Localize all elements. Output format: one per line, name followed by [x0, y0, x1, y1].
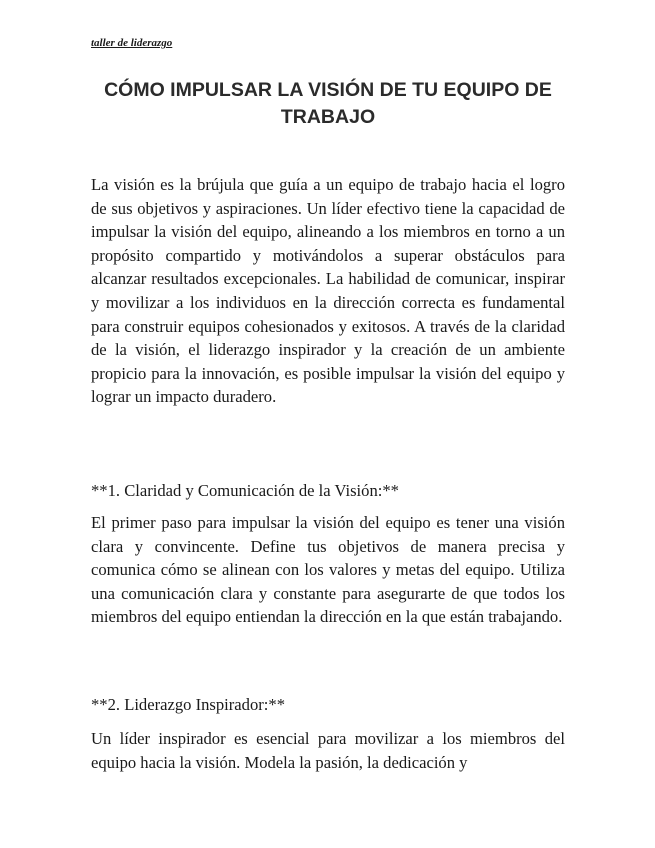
page-title: CÓMO IMPULSAR LA VISIÓN DE TU EQUIPO DE TRABAJO: [104, 79, 552, 128]
section-2-heading: **2. Liderazgo Inspirador:**: [91, 695, 285, 714]
section-1-paragraph: El primer paso para impulsar la visión del equipo es tener una visión clara y convincente. Define tus objetivos de manera precisa y comunica cómo se alinean con los valores y metas del equipo. Utiliza una comunicación clara y constante para asegurarte de que todos los miembros del equipo entiendan la dirección en la que están trabajando.: [91, 513, 565, 627]
intro-paragraph: La visión es la brújula que guía a un equipo de trabajo hacia el logro de sus objetivos y aspiraciones. Un líder efectivo tiene la capacidad de impulsar la visión del equipo, alineando a los miembros en torno a un propósito compartido y motivándolos a superar obstáculos para alcanzar resultados excepcionales. La habilidad de comunicar, inspirar y movilizar a los individuos en la dirección correcta es fundamental para construir equipos cohesionados y exitosos. A través de la claridad de la visión, el liderazgo inspirador y la creación de un ambiente propicio para la innovación, es posible impulsar la visión del equipo y lograr un impacto duradero.: [91, 175, 565, 407]
section-2-paragraph: Un líder inspirador es esencial para movilizar a los miembros del equipo hacia la visión. Modela la pasión, la dedicación y: [91, 729, 565, 772]
running-header: taller de liderazgo: [91, 37, 173, 49]
section-1-heading: **1. Claridad y Comunicación de la Visión:**: [91, 481, 399, 500]
